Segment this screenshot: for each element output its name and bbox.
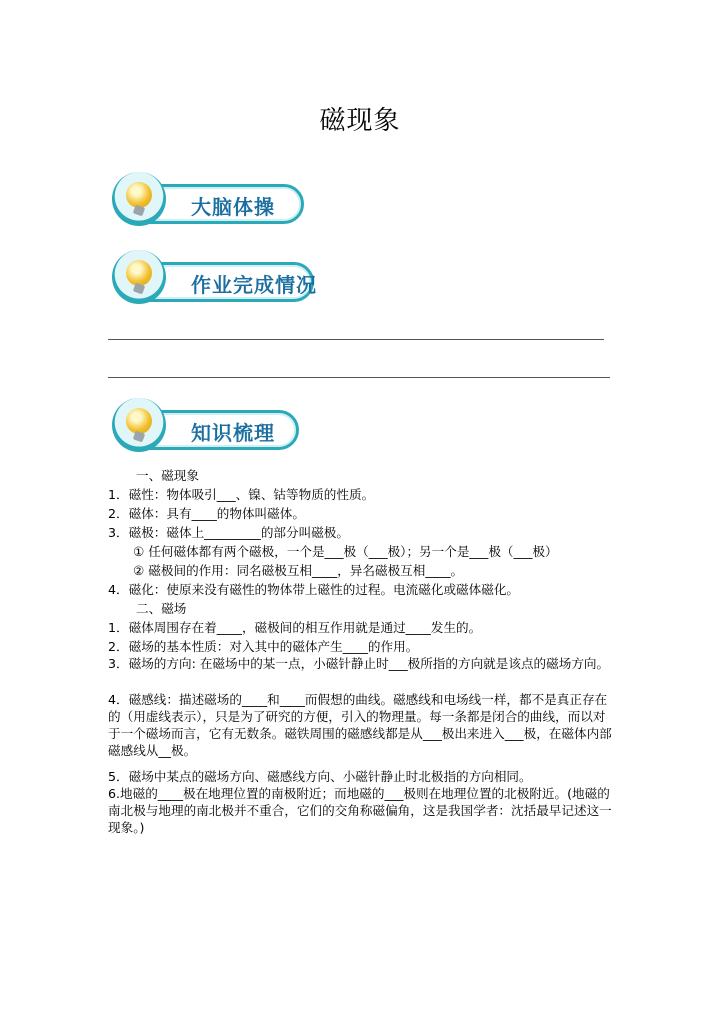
banner-label: 作业完成情况 <box>191 273 317 297</box>
lightbulb-icon <box>112 250 166 304</box>
list-item: 2．磁体：具有____的物体叫磁体。 <box>108 506 305 521</box>
answer-line-1 <box>108 339 604 340</box>
list-item: 4．磁化：使原来没有磁性的物体带上磁性的过程。电流磁化或磁体磁化。 <box>108 582 520 597</box>
banner-knowledge-review <box>112 398 297 456</box>
list-item: ② 磁极间的作用：同名磁极互相____，异名磁极互相____。 <box>133 563 464 578</box>
section-heading-magnetic-field: 二、磁场 <box>136 601 187 616</box>
lightbulb-icon <box>112 172 166 226</box>
banner-label: 知识梳理 <box>191 421 275 445</box>
list-item: 3．磁场的方向: 在磁场中的某一点，小磁针静止时___极所指的方向就是该点的磁场方向。 <box>108 656 610 671</box>
page-title: 磁现象 <box>319 106 401 136</box>
banner-brain-exercise <box>112 172 302 230</box>
list-item: 1．磁性：物体吸引___、镍、钴等物质的性质。 <box>108 487 375 502</box>
list-item: 1．磁体周围存在着____，磁极间的相互作用就是通过____发生的。 <box>108 620 482 635</box>
lightbulb-icon <box>112 398 166 452</box>
list-item: 6.地磁的____极在地理位置的南极附近；而地磁的___极则在地理位置的北极附近。(地磁的南北极与地理的南北极并不重合，它们的交角称磁偏角，这是我国学者：沈括最早记述这一现象。) <box>108 786 612 835</box>
list-item: 4．磁感线：描述磁场的____和____而假想的曲线。磁感线和电场线一样，都不是真正存在的（用虚线表示），只是为了研究的方便，引入的物理量。每一条都是闭合的曲线，而以对于一个磁场而言，它有无数条。磁铁周围的磁感线都是从___极出来进入___极，在磁体内部磁感线从__极。 <box>108 692 612 758</box>
section-heading-magnetism: 一、磁现象 <box>136 468 199 483</box>
list-item: ① 任何磁体都有两个磁极，一个是___极（___极）；另一个是___极（___极） <box>133 544 558 559</box>
banner-homework-status <box>112 250 317 308</box>
answer-line-2 <box>108 377 610 378</box>
list-item: 3．磁极：磁体上_________的部分叫磁极。 <box>108 525 349 540</box>
list-item: 5．磁场中某点的磁场方向、磁感线方向、小磁针静止时北极指的方向相同。 <box>108 769 532 784</box>
banner-label: 大脑体操 <box>191 195 275 219</box>
list-item: 2．磁场的基本性质：对入其中的磁体产生____的作用。 <box>108 639 419 654</box>
